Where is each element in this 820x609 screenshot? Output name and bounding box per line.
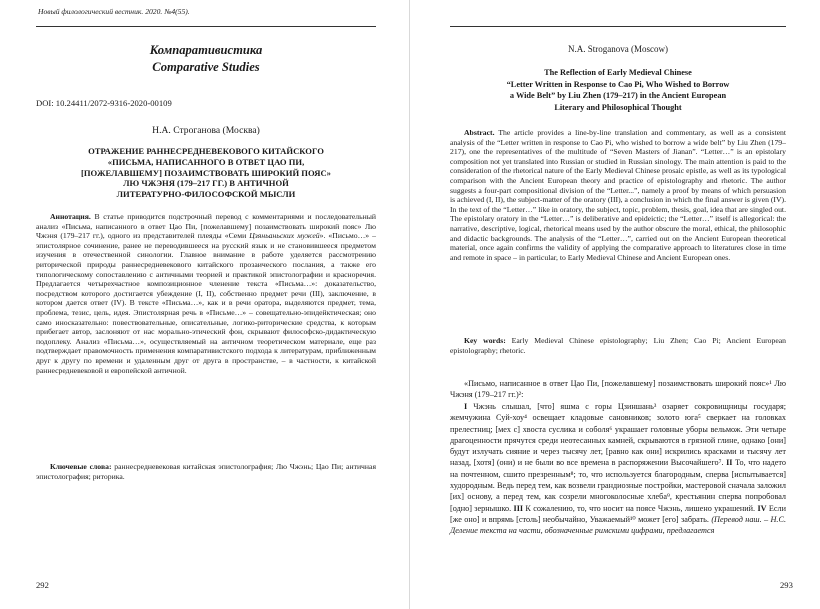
- author-en: N.A. Stroganova (Moscow): [568, 44, 668, 54]
- header-rule: [36, 26, 376, 27]
- translator-note: (Перевод наш. – Н.С. Деление текста на части, обозначенные римскими цифрами, предлагается: [450, 514, 786, 536]
- keywords-text: Early Medieval Chinese epistolography; Liu Zhen; Cao Pi; Ancient European epistolography; rhetoric.: [450, 336, 786, 355]
- title-line: Literary and Philosophical Thought: [554, 102, 682, 112]
- header-rule: [450, 26, 786, 27]
- section-title-en: Comparative Studies: [152, 60, 260, 74]
- body-paragraph: [450, 401, 786, 537]
- keywords-label: Ключевые слова:: [50, 462, 112, 471]
- article-title-ru: [36, 146, 376, 200]
- title-line: a Wide Belt” by Liu Zhen (179–217) in the Ancient European: [509, 91, 727, 100]
- title-line: ОТРАЖЕНИЕ РАННЕСРЕДНЕВЕКОВОГО КИТАЙСКОГО: [88, 146, 324, 156]
- page-number: 292: [36, 580, 49, 590]
- article-title-en: [450, 67, 786, 113]
- body-text: К сожалению, то, что носит на поясе Чжэнь, лишено украшений.: [523, 503, 758, 513]
- abstract-ru: [36, 212, 376, 375]
- section-numeral: IV: [757, 503, 767, 513]
- keywords-en: [450, 336, 786, 355]
- body-text: Если [же оно] и впрямь [столь] необычайно, Уважаемый¹⁰ может [его] забрать.: [450, 503, 787, 524]
- body-text: Чжэнь слышал, [что] яшма с горы Цзиншань³ озаряет сокровищницы государя; жемчужина Суй-хоу⁴ освещает кладовые сановников; золото юга⁵ сверкает на головках прелестниц; [мех с] хвоста суслика и соболя⁶ украшает головные уборы вельмож. Эти четыре драгоценности прячутся среди неотесанных камней, скрываются в грязной глине, однако [они] будут излучать сияние и через тысячу лет, [равно как они] искрились красками и тысячу лет назад, [хотя] (они) и не были во все времена в распоряжении Высочайшего⁷.: [450, 402, 786, 468]
- title-line: ЛИТЕРАТУРНО-ФИЛОСОФСКОЙ МЫСЛИ: [116, 189, 296, 200]
- abstract-label: Abstract.: [464, 128, 495, 137]
- title-line: “Letter Written in Response to Cao Pi, Who Wished to Borrow: [506, 79, 730, 89]
- title-line: [ПОЖЕЛАВШЕМУ] ПОЗАИМСТВОВАТЬ ШИРОКИЙ ПОЯС»: [81, 167, 331, 178]
- abstract-text: The article provides a line-by-line translation and commentary, as well as a consistent analysis of the “Letter written in response to Cao Pi, who wished to borrow a wide belt” by Liu Zhen (179–217), one the representatives of the multitude of “Seven Masters of Jianan”. “Letter…” is an epistolary composition not yet translated into Russian or studied in Russian sinology. The main attention is paid to the consideration of the rhetorical nature of the Early Medieval Chinese prosaic epistle, as well as its typological comparison with the Ancient European theory and practice of epistolography and rhetoric. The author suggests a four-part compositional division of the “Letter...”, namely a proof by means of which persuasion is achieved (I, II), the subject-matter of the oratory (III), a conclusion in which the final answer is given (IV). In the text of the “Letter…” like in oratory, the subject, topic, problem, thesis, goal, idea that are singled out. The epistolary oratory in the “Letter…” is deliberative and epideictic; the “Letter…” itself is allegorical: the narrative, descriptive, logical, rhetorical means used by the author obscure the moral, ethical, the philosophic and didactic backgrounds. The analysis of the “Letter…”, carried out on the Ancient European theoretical material, once again confirms the validity of applying the comparative approach to literatures close in time and remote in space – in particular, to Early Medieval Chinese and Ancient European ones.: [450, 128, 786, 262]
- keywords-text: раннесредневековая китайская эпистолография; Лю Чжэнь; Цао Пи; античная эпистолография; риторика.: [36, 462, 376, 481]
- author-ru: Н.А. Строганова (Москва): [152, 125, 260, 136]
- abstract-en: [450, 128, 786, 262]
- body-text: То, что надето на почтенном, сшито презренным⁸; то, что используется благородным, сперва [испытывается] худородным. Ведь перед тем, как возвели грандиозные постройки, мастеровой сначала заложил [их] основу, а перед тем, как созрели многоколосные хлеба⁹, крестьянин сперва попробовал [одно] зернышко.: [450, 458, 786, 513]
- doi: DOI: 10.24411/2072-9316-2020-00109: [36, 98, 172, 108]
- right-page: [410, 0, 820, 609]
- page-number: 293: [780, 580, 793, 590]
- abstract-text-italic: Цзяньаньских мужей: [249, 231, 320, 241]
- title-line: «ПИСЬМА, НАПИСАННОГО В ОТВЕТ ЦАО ПИ,: [107, 156, 305, 167]
- body-paragraph: «Письмо, написанное в ответ Цао Пи, [пожелавшему] позаимствовать широкий пояс»¹ Лю Чжэня (179–217 гг.)²:: [450, 379, 786, 400]
- abstract-label: Аннотация.: [50, 212, 91, 221]
- running-head: Новый филологический вестник. 2020. №4(55).: [38, 7, 190, 16]
- title-line: The Reflection of Early Medieval Chinese: [544, 68, 692, 77]
- section-numeral: I: [464, 402, 468, 411]
- keywords-ru: [36, 462, 376, 481]
- keywords-label: Key words:: [464, 336, 506, 345]
- abstract-text: В статье приводится подстрочный перевод с комментариями и последовательный анализ «Письма, написанного в ответ Цао Пи, [пожелавшему] позаимствовать широкий пояс» Лю Чжэня (179–217 гг.), одного из представителей плеяды «Семи: [36, 212, 376, 241]
- section-numeral: II: [726, 458, 733, 468]
- section-numeral: III: [513, 503, 524, 513]
- section-title-ru: Компаративистика: [149, 43, 263, 57]
- abstract-text: ». «Письмо…» – эпистолярное сочинение, ранее не переводившееся на русский язык и не становившееся предметом изучения в отечественной синологии. Главное внимание в работе уделяется рассмотрению риторической природы раннесредневекового китайского прозаического послания, а также его типологическому сопоставлению с античными теорией и практикой эпистолографии и красноречия. Предлагается четырехчастное композиционное членение текста «Письма…»: доказательство, посредством которого достигается убеждение (I, II), собственно предмет речи (III), заключение, в котором дается ответ (IV). В тексте «Письма…», как и в речи оратора, выделяются предмет, тема, проблема, тезис, цель, идея. Эпистолярная речь в «Письме…» – совещательно-эпидейктическая; оно само иносказательно: повествовательные, описательные, логико-риторические средства, к которым прибегает автор, заслоняют от нас морально-этический фон, скрывают философско-дидактическую подоплеку. Анализ «Письма…», осуществляемый на античном теоретическом материале, еще раз подтверждает правомочность применения компаративистского подхода к литературам, приближенным друг к другу по времени и удаленным друг от друга в пространстве, – в частности, к китайской раннесредневековой и европейской античной.: [36, 231, 377, 375]
- title-line: ЛЮ ЧЖЭНЯ (179–217 ГГ.) В АНТИЧНОЙ: [123, 178, 289, 189]
